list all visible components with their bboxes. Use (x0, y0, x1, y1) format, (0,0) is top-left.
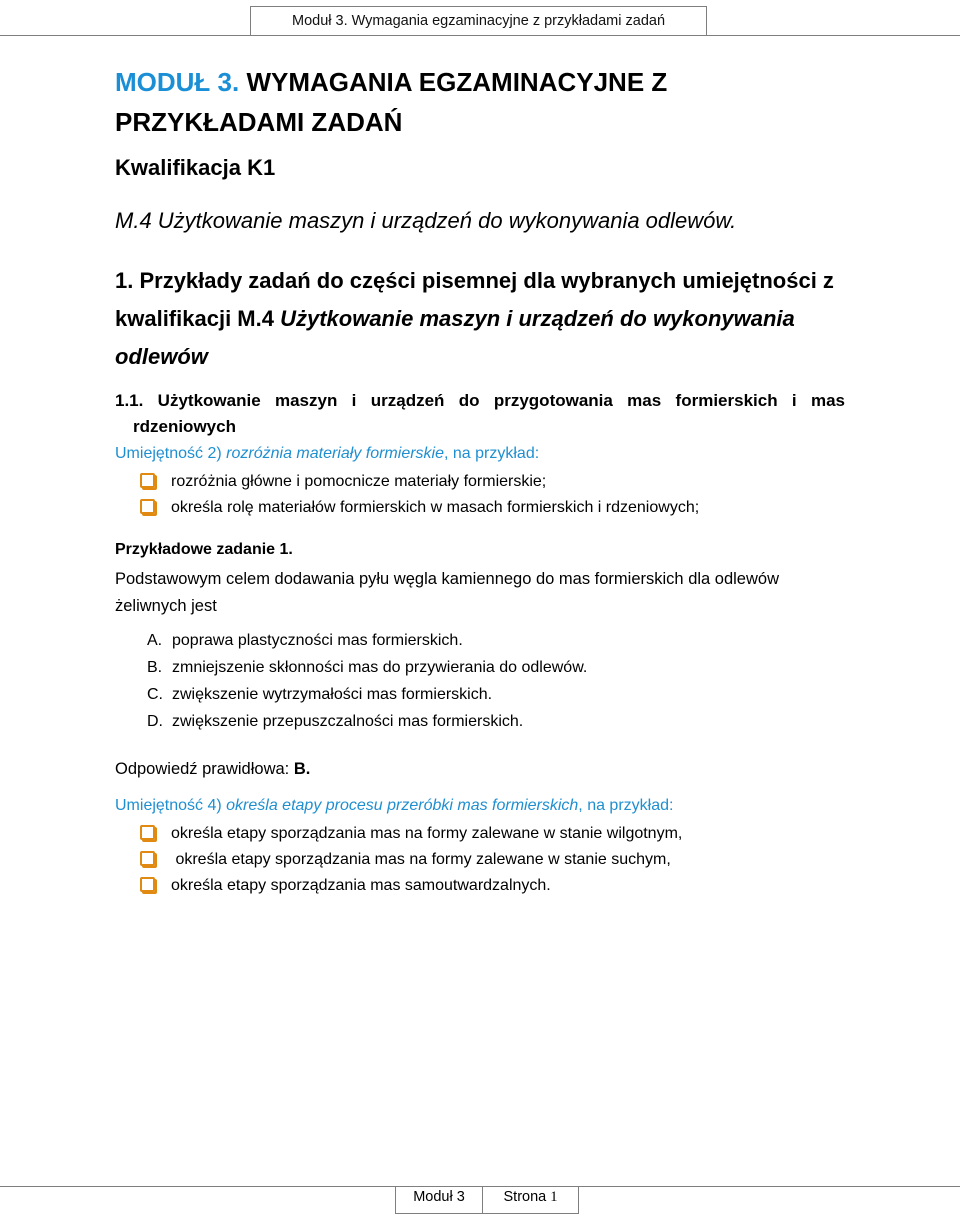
footer-rule (0, 1186, 960, 1187)
answer-option (147, 713, 523, 731)
list-item-text: rozróżnia główne i pomocnicze materiały formierskie; (171, 473, 547, 490)
list-item (140, 473, 546, 497)
task-title: Przykładowe zadanie 1. (115, 541, 293, 558)
footer-frame-bottom (395, 1213, 579, 1214)
checkbox-bullet-icon (140, 851, 155, 866)
checkbox-bullet-icon (140, 473, 155, 488)
skill-2-line (115, 445, 539, 463)
list-item (140, 825, 682, 849)
section-1-1-heading (115, 388, 845, 440)
running-header: Moduł 3. Wymagania egzaminacyjne z przykładami zadań (291, 13, 666, 29)
checkbox-bullet-icon (140, 877, 155, 892)
list-item (140, 851, 671, 875)
list-item-text: określa etapy sporządzania mas na formy zalewane w stanie wilgotnym, (171, 825, 683, 842)
answer-letter: B. (147, 659, 163, 676)
header-rule (0, 35, 960, 36)
header-frame-right (706, 6, 707, 35)
skill-4-suffix: , na przykład: (578, 797, 674, 814)
list-item-text: określa etapy sporządzania mas samoutwardzalnych. (171, 877, 551, 894)
skill-4-italic: określa etapy procesu przeróbki mas formierskich (226, 797, 579, 814)
answer-text: zmniejszenie skłonności mas do przywierania do odlewów. (172, 659, 588, 676)
answer-option (147, 632, 463, 650)
header-frame-top (250, 6, 706, 7)
answer-text: poprawa plastyczności mas formierskich. (172, 632, 463, 649)
title-module-number: MODUŁ 3. (115, 67, 240, 97)
answer-letter: D. (147, 713, 163, 730)
answer-letter: A. (147, 632, 163, 649)
list-item-text: określa rolę materiałów formierskich w masach formierskich i rdzeniowych; (171, 499, 700, 516)
answer-option (147, 686, 492, 704)
section-1-lead: 1. Przykłady zadań do części pisemnej dla wybranych umiejętności z kwalifikacji M.4 (115, 268, 834, 331)
header-frame-left (250, 6, 251, 35)
page-number: 1 (550, 1189, 558, 1205)
title-text: WYMAGANIA EGZAMINACYJNE Z PRZYKŁADAMI ZADAŃ (115, 67, 668, 137)
skill-4-line (115, 797, 673, 815)
section-1-1-line1: 1.1. Użytkowanie maszyn i urządzeń do przygotowania mas formierskich i mas (115, 391, 845, 410)
correct-answer-label: Odpowiedź prawidłowa: (115, 760, 294, 778)
skill-2-italic: rozróżnia materiały formierskie (226, 445, 444, 462)
footer-page (483, 1189, 578, 1206)
list-item (140, 877, 551, 901)
answer-letter: C. (147, 686, 163, 703)
footer-page-label: Strona (503, 1189, 551, 1205)
qualification-name: M.4 Użytkowanie maszyn i urządzeń do wykonywania odlewów. (115, 208, 737, 233)
section-1-1-line2: rdzeniowych (133, 417, 236, 436)
skill-2-suffix: , na przykład: (444, 445, 540, 462)
footer-frame-right (578, 1186, 579, 1214)
section-1-heading (115, 262, 850, 376)
answer-text: zwiększenie wytrzymałości mas formierskich. (172, 686, 493, 703)
checkbox-bullet-icon (140, 499, 155, 514)
correct-answer-value: B. (293, 760, 311, 778)
footer-module: Moduł 3 (413, 1189, 465, 1205)
answer-option (147, 659, 587, 677)
list-item-text: określa etapy sporządzania mas na formy zalewane w stanie suchym, (171, 851, 671, 868)
skill-4-prefix: Umiejętność 4) (115, 797, 227, 814)
skill-2-prefix: Umiejętność 2) (115, 445, 227, 462)
correct-answer (115, 760, 310, 779)
checkbox-bullet-icon (140, 825, 155, 840)
page-title (115, 62, 855, 142)
task-question: Podstawowym celem dodawania pyłu węgla kamiennego do mas formierskich dla odlewów żeliwnych jest (115, 570, 779, 615)
answer-text: zwiększenie przepuszczalności mas formierskich. (172, 713, 524, 730)
list-item (140, 499, 699, 523)
section-1-italic: Użytkowanie maszyn i urządzeń do wykonywania odlewów (115, 306, 795, 369)
qualification-heading: Kwalifikacja K1 (115, 155, 276, 180)
